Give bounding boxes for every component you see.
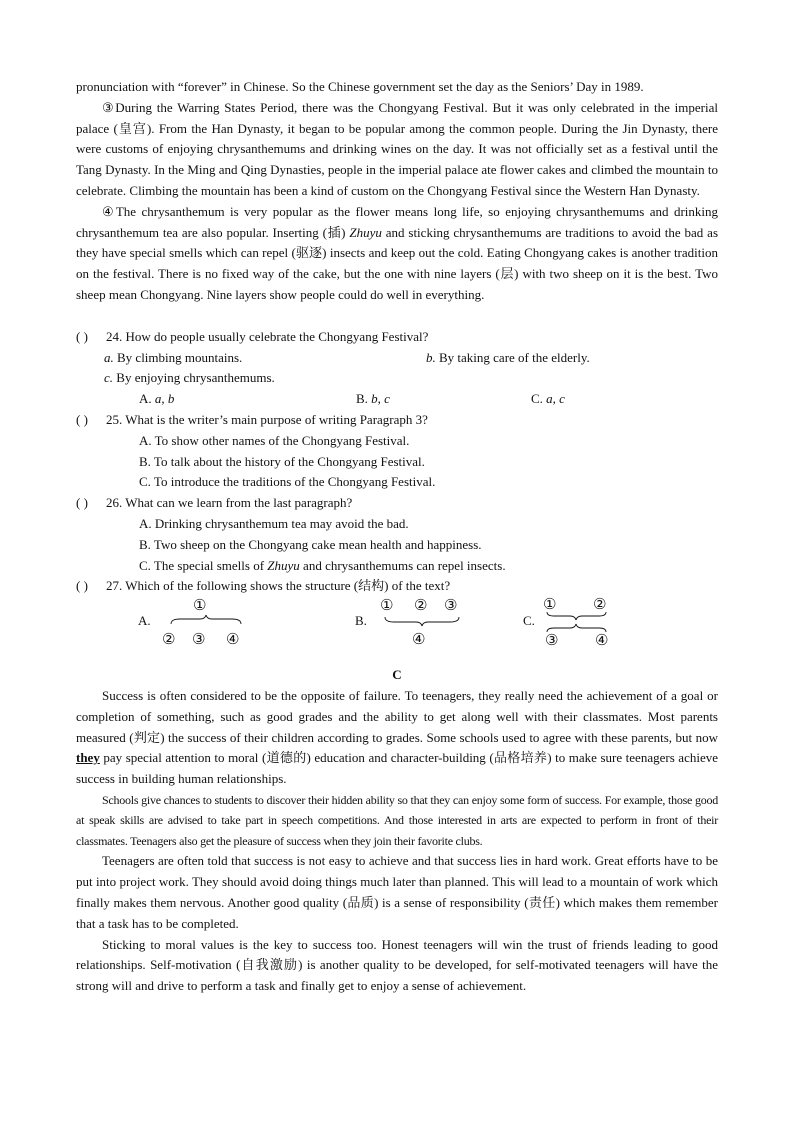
q27-option-a-label[interactable]: A. xyxy=(138,613,151,629)
q24-option-c[interactable]: C. a, c xyxy=(531,391,565,407)
section-heading: C xyxy=(392,667,402,683)
q26-option-b[interactable]: B. Two sheep on the Chongyang cake mean health and happiness. xyxy=(139,536,482,552)
passage-c-paragraph-3: Teenagers are often told that success is not easy to achieve and that success lies in hard work. Great efforts have to be put into project work. They should avoid doing things much later than planned. This will lead to a mountain of work which finally makes them nervous. Another good quality (品质) is a sense of responsibility (责任) which makes them remember that a task has to be completed. xyxy=(76,853,718,931)
passage-c-paragraph-2: Schools give chances to students to discover their hidden ability so that they can enjoy some form of success. For example, those good at speak skills are advised to take part in speech competitions. And those interested in arts are expected to perform in front of their classmates. Teenagers also get the pleasure of success when they join their favorite clubs. xyxy=(76,792,718,848)
part-4: ④ xyxy=(226,630,240,649)
part-1: ① xyxy=(543,595,557,614)
q24-item-c: c. By enjoying chrysanthemums. xyxy=(104,370,275,386)
part-2: ② xyxy=(162,630,176,649)
answer-blank[interactable]: ( ) xyxy=(76,578,88,594)
paragraph-3: ③During the Warring States Period, there was the Chongyang Festival. But it was only celebrated in the imperial palace (皇宫). From the Han Dynasty, it began to be popular among the common people. During the Jin Dynasty, there were customs of enjoying chrysanthemums and drinking wines on the day. It was not officially set as a festival until the Tang Dynasty. In the Ming and Qing Dynasties, people in the imperial palace ate flower cakes and climbed the mountain to celebrate. Climbing the mountain has been a kind of custom on the Chongyang Festival since the Western Han Dynasty. xyxy=(76,99,718,198)
zhuyu-term: Zhuyu xyxy=(349,224,382,240)
part-1: ① xyxy=(380,596,394,615)
part-3: ③ xyxy=(545,631,559,650)
brace-icon xyxy=(546,611,608,633)
q26-option-a[interactable]: A. Drinking chrysanthemum tea may avoid the bad. xyxy=(139,515,409,531)
answer-blank[interactable]: ( ) xyxy=(76,495,88,511)
q24-items-ab xyxy=(76,348,718,369)
question-stem: 27. Which of the following shows the structure (结构) of the text? xyxy=(106,578,451,594)
part-4: ④ xyxy=(595,631,609,650)
question-27 xyxy=(76,576,718,597)
brace-icon xyxy=(170,615,242,625)
q27-option-b-label[interactable]: B. xyxy=(355,613,367,629)
passage-c-paragraph-1: Success is often considered to be the opposite of failure. To teenagers, they really need the achievement of a goal or completion of something, such as good grades and the ability to get along well with their classmates. Most parents measured (判定) the success of their children according to grades. Some schools used to agree with these parents, but now they pay special attention to moral (道德的) education and character-building (品格培养) to make sure teenagers achieve success in building human relationships. xyxy=(76,687,718,787)
q24-options xyxy=(76,389,718,410)
structure-diagrams xyxy=(76,597,718,659)
underlined-word: they xyxy=(76,750,100,766)
exam-page xyxy=(76,77,718,997)
question-25 xyxy=(76,410,718,431)
q24-item-a: a. By climbing mountains. xyxy=(104,349,243,365)
q26-option-c[interactable]: C. The special smells of Zhuyu and chrysanthemums can repel insects. xyxy=(139,557,506,573)
q24-option-b[interactable]: B. b, c xyxy=(356,391,390,407)
answer-blank[interactable]: ( ) xyxy=(76,411,88,427)
part-2: ② xyxy=(593,595,607,614)
paragraph-2-end: pronunciation with “forever” in Chinese. So the Chinese government set the day as the Seniors’ Day in 1989. xyxy=(76,79,644,94)
question-24 xyxy=(76,327,718,348)
part-1: ① xyxy=(193,596,207,615)
brace-icon xyxy=(384,617,460,627)
part-3: ③ xyxy=(192,630,206,649)
part-4: ④ xyxy=(412,630,426,649)
p4-text-b: and sticking chrysanthemums are traditions to avoid the bad as they have special smells which can repel (驱逐) insects and keep out the cold. Eating Chongyang cakes is another tradition on the festival. There is no fixed way of the cake, but the one with nine layers (层) with two sheep on it is the best. Two sheep mean Chongyang. Nine layers show people could do well in everything. xyxy=(76,224,719,302)
part-3: ③ xyxy=(444,596,458,615)
question-stem: 24. How do people usually celebrate the Chongyang Festival? xyxy=(106,328,429,344)
q24-item-b: b. By taking care of the elderly. xyxy=(426,349,590,365)
part-2: ② xyxy=(414,596,428,615)
paragraph-4 xyxy=(76,202,718,306)
p4-text-a: ④The chrysanthemum is very popular as the flower means long life, so enjoying chrysanthemums and drinking chrysanthemum tea are also popular. Inserting (插) xyxy=(76,203,718,240)
q25-option-c[interactable]: C. To introduce the traditions of the Chongyang Festival. xyxy=(139,474,436,490)
q24-items-c xyxy=(76,368,718,389)
q27-option-c-label[interactable]: C. xyxy=(523,613,535,629)
q25-option-b[interactable]: B. To talk about the history of the Chongyang Festival. xyxy=(139,453,425,469)
question-stem: 26. What can we learn from the last paragraph? xyxy=(106,495,353,511)
q25-option-a[interactable]: A. To show other names of the Chongyang Festival. xyxy=(139,432,410,448)
passage-c-paragraph-4: Sticking to moral values is the key to success too. Honest teenagers will win the trust of friends leading to good relationships. Self-motivation (自我激励) is another quality to be developed, for self-motivated teenagers will have the strong will and drive to perform a task and finally get to enjoy a sense of achievement. xyxy=(76,936,718,994)
question-stem: 25. What is the writer’s main purpose of writing Paragraph 3? xyxy=(106,411,428,427)
answer-blank[interactable]: ( ) xyxy=(76,328,88,344)
q24-option-a[interactable]: A. a, b xyxy=(139,391,175,407)
question-26 xyxy=(76,493,718,514)
